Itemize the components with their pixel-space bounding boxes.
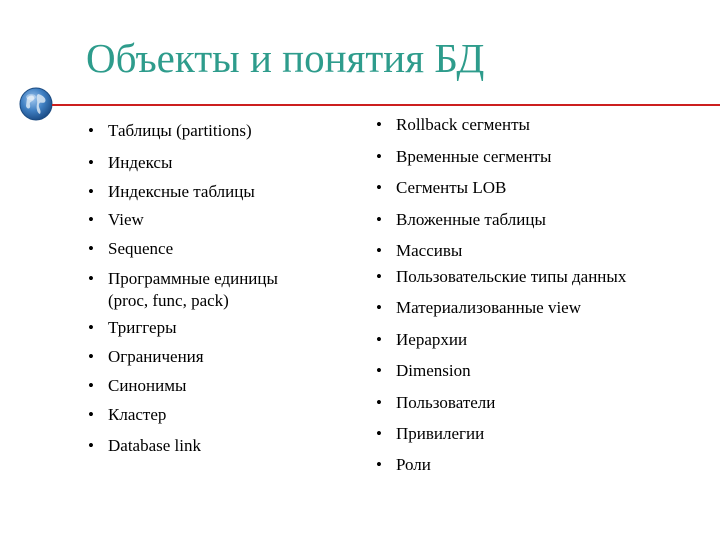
list-item-text: Привилегии (396, 424, 485, 443)
list-item-text: Dimension (396, 361, 471, 380)
list-item-text: Ограничения (108, 347, 204, 366)
bullet: • (88, 347, 94, 366)
bullet: • (88, 376, 94, 395)
bullet: • (376, 267, 382, 286)
list-item-text: Таблицы (partitions) (108, 121, 252, 140)
globe-icon (18, 86, 54, 122)
bullet: • (376, 210, 382, 229)
title-divider (52, 104, 720, 106)
list-item-text: Database link (108, 436, 201, 455)
list-item-text: Материализованные view (396, 298, 581, 317)
list-item-text: Индексные таблицы (108, 182, 255, 201)
list-item-text: Sequence (108, 239, 174, 258)
slide-title: Объекты и понятия БД (86, 35, 485, 81)
list-item-text: Роли (396, 455, 431, 474)
list-item-text: Сегменты LOB (396, 178, 507, 197)
list-item-text: Вложенные таблицы (396, 210, 546, 229)
bullet: • (88, 405, 94, 424)
list-item-text: Программные единицы (108, 269, 278, 288)
bullet: • (88, 210, 94, 229)
list-item-text: Индексы (108, 153, 173, 172)
list-item-text: Триггеры (108, 318, 177, 337)
bullet: • (88, 239, 94, 258)
list-item-text: Временные сегменты (396, 147, 552, 166)
bullet: • (88, 182, 94, 201)
list-item-text: Иерархии (396, 330, 468, 349)
bullet: • (376, 241, 382, 260)
list-item-text: Пользовательские типы данных (396, 267, 627, 286)
bullet: • (376, 361, 382, 380)
bullet: • (376, 330, 382, 349)
list-item-text: Массивы (396, 241, 463, 260)
bullet: • (376, 393, 382, 412)
bullet: • (376, 115, 382, 134)
list-item-text: (proc, func, pack) (108, 291, 229, 310)
bullet: • (88, 436, 94, 455)
bullet: • (376, 424, 382, 443)
bullet: • (88, 269, 94, 288)
bullet: • (88, 121, 94, 140)
bullet: • (376, 298, 382, 317)
list-item-text: Пользователи (396, 393, 496, 412)
bullet: • (376, 147, 382, 166)
bullet: • (88, 318, 94, 337)
bullet: • (88, 153, 94, 172)
bullet: • (376, 178, 382, 197)
list-item-text: View (108, 210, 144, 229)
list-item-text: Кластер (108, 405, 167, 424)
list-item-text: Синонимы (108, 376, 187, 395)
list-item-text: Rollback сегменты (396, 115, 530, 134)
bullet: • (376, 455, 382, 474)
